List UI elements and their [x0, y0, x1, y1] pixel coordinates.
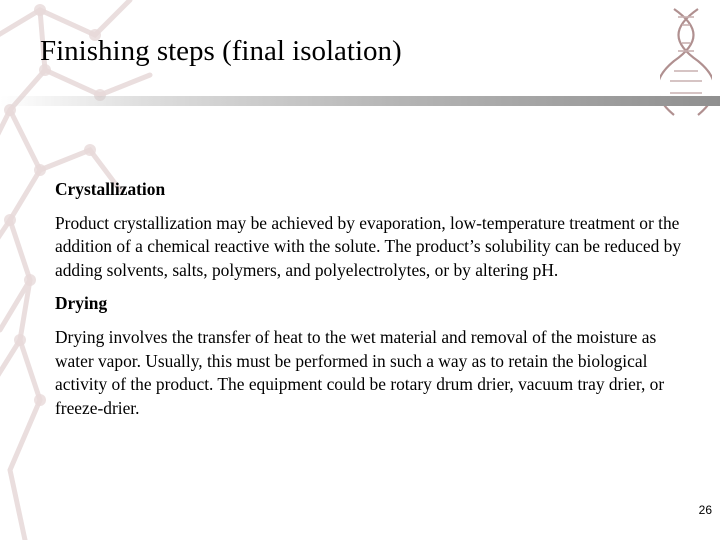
slide-body: [55, 178, 685, 430]
title-divider: [0, 96, 720, 106]
dna-helix-icon: [660, 5, 712, 125]
section-heading-drying: Drying: [55, 293, 108, 314]
section-text-drying: Drying involves the transfer of heat to the wet material and removal of the moisture as water vapor. Usually, this must be performed in such a way as to retain the biological activity of the product. The equipment could be rotary drum drier, vacuum tray drier, or freeze-drier.: [55, 326, 665, 418]
section-heading-crystallization: Crystallization: [55, 179, 166, 199]
section-text-crystallization: Product crystallization may be achieved by evaporation, low-temperature treatment or the addition of a chemical reactive with the solute. The product’s solubility can be reduced by adding solvents, salts, polymers, and polyelectrolytes, or by altering pH.: [55, 212, 682, 280]
slide-title: Finishing steps (final isolation): [40, 35, 402, 67]
page-number: 26: [698, 503, 712, 517]
